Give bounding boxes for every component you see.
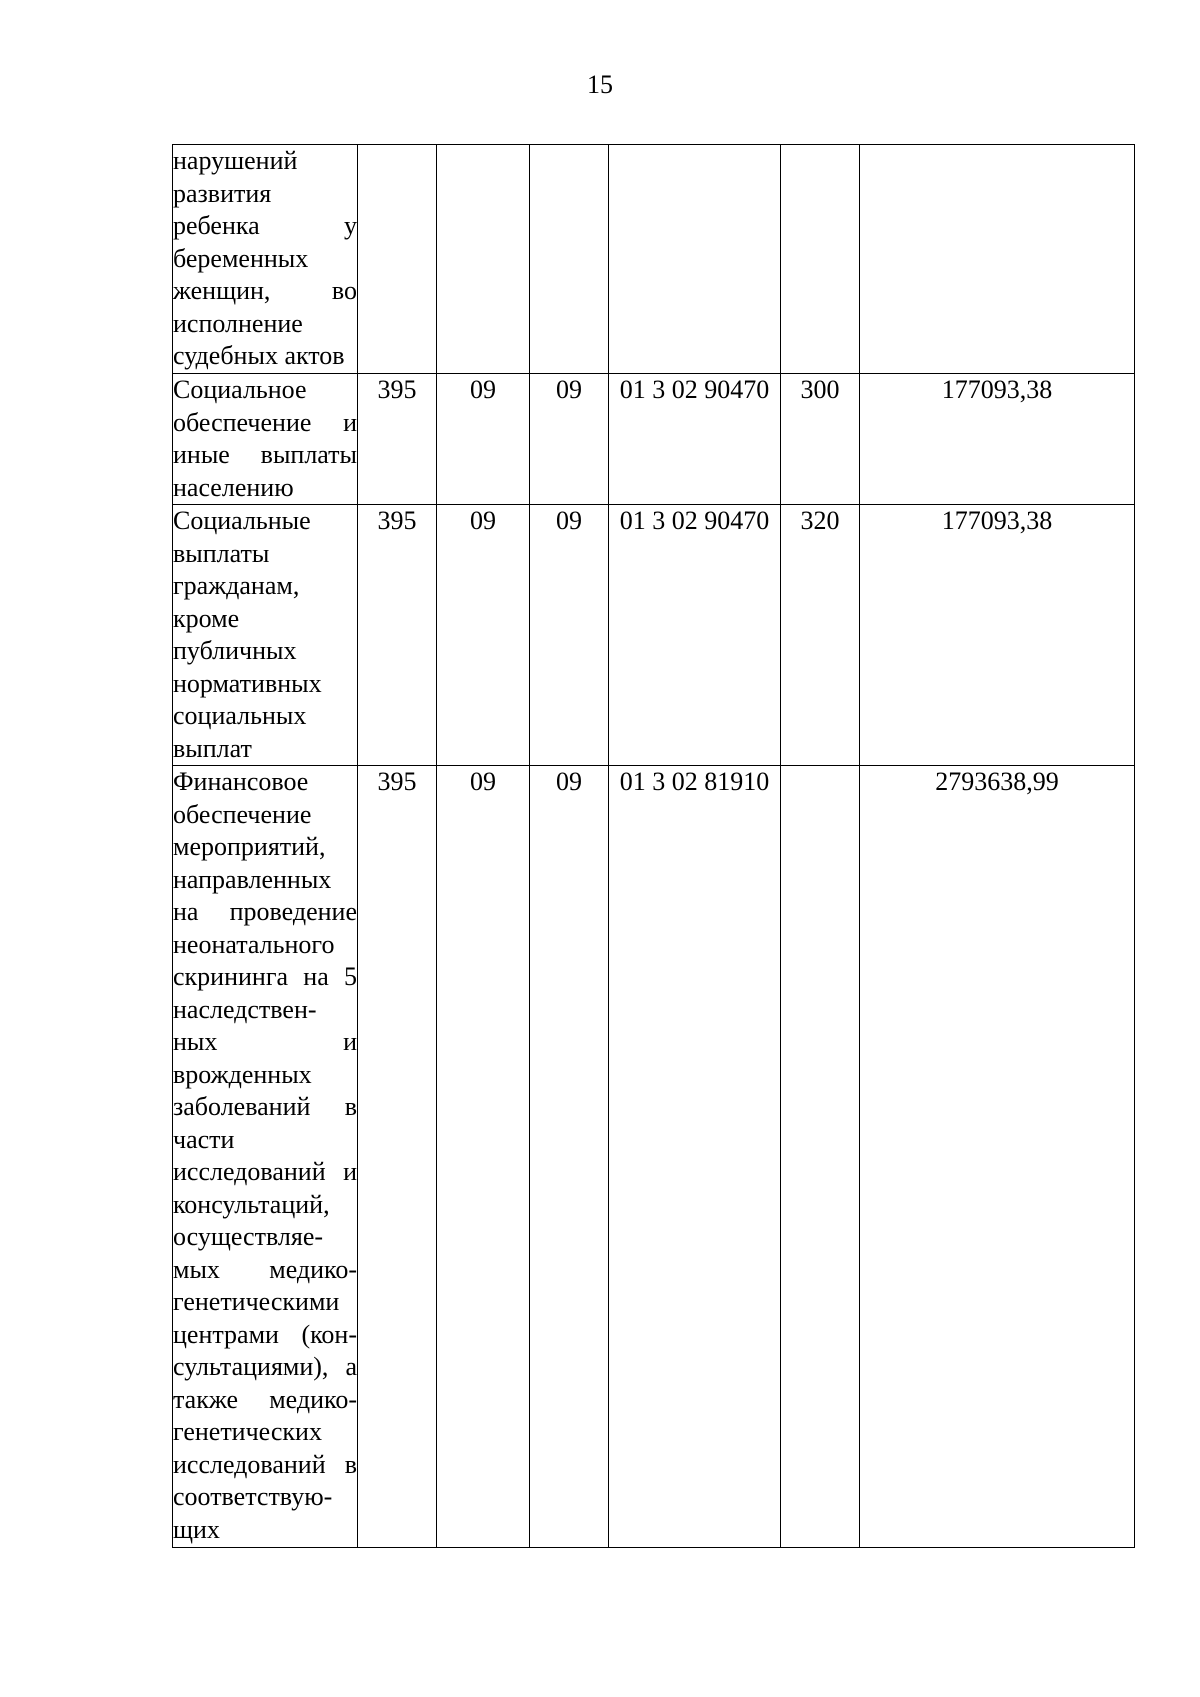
description-line: врожденных xyxy=(173,1059,312,1089)
row-description xyxy=(173,766,358,1548)
description-line: также медико- xyxy=(173,1384,357,1414)
description-line: нарушений xyxy=(173,146,298,175)
description-line: выплат xyxy=(173,733,252,763)
description-line: развития xyxy=(173,178,272,208)
budget-table xyxy=(172,144,1135,1548)
amount-cell: 2793638,99 xyxy=(860,766,1135,1548)
description-line: обеспечение и xyxy=(173,407,357,437)
description-line: исполнение xyxy=(173,308,303,338)
description-line: неонатального xyxy=(173,929,335,959)
subsection-cell: 09 xyxy=(530,505,609,766)
target-article-cell xyxy=(609,145,781,374)
target-article-cell: 01 3 02 90470 xyxy=(609,505,781,766)
description-line: Финансовое xyxy=(173,767,309,796)
description-line: Социальное xyxy=(173,375,307,404)
description-line: направленных xyxy=(173,864,332,894)
description-line: осуществляе- xyxy=(173,1222,324,1251)
description-line: заболеваний в xyxy=(173,1092,357,1121)
description-line: кроме xyxy=(173,603,240,633)
row-description xyxy=(173,145,358,374)
target-article-cell: 01 3 02 90470 xyxy=(609,374,781,505)
description-line: публичных xyxy=(173,636,297,665)
admin-code-cell xyxy=(358,145,437,374)
description-line: мых медико- xyxy=(173,1254,357,1284)
admin-code-cell: 395 xyxy=(358,766,437,1548)
description-line: центрами (кон- xyxy=(173,1319,357,1349)
expense-type-cell: 300 xyxy=(781,374,860,505)
description-line: беременных xyxy=(173,243,309,273)
table-row xyxy=(173,505,1135,766)
description-line: судебных актов xyxy=(173,341,345,370)
section-cell: 09 xyxy=(437,374,530,505)
description-line: генетических xyxy=(173,1417,322,1446)
description-line: ребенка у xyxy=(173,211,357,240)
expense-type-cell xyxy=(781,766,860,1548)
table-row xyxy=(173,374,1135,505)
row-description xyxy=(173,374,358,505)
description-line: скрининга на 5 xyxy=(173,962,357,991)
table-body xyxy=(173,145,1135,1548)
subsection-cell xyxy=(530,145,609,374)
description-line: гражданам, xyxy=(173,571,300,600)
expense-type-cell: 320 xyxy=(781,505,860,766)
target-article-cell: 01 3 02 81910 xyxy=(609,766,781,1548)
amount-cell: 177093,38 xyxy=(860,374,1135,505)
admin-code-cell: 395 xyxy=(358,505,437,766)
description-line: нормативных xyxy=(173,668,322,698)
description-line: обеспечение xyxy=(173,799,312,829)
subsection-cell: 09 xyxy=(530,374,609,505)
description-line: исследований в xyxy=(173,1449,357,1479)
description-line: Социальные xyxy=(173,506,311,535)
description-line: соответствую- xyxy=(173,1482,333,1511)
description-line: мероприятий, xyxy=(173,832,326,861)
description-line: генетическими xyxy=(173,1287,340,1316)
description-line: ных и xyxy=(173,1027,357,1056)
section-cell xyxy=(437,145,530,374)
description-line: наследствен- xyxy=(173,994,317,1024)
description-line: консультаций, xyxy=(173,1189,330,1219)
amount-cell: 177093,38 xyxy=(860,505,1135,766)
description-line: выплаты xyxy=(173,538,270,568)
row-description xyxy=(173,505,358,766)
expense-type-cell xyxy=(781,145,860,374)
section-cell: 09 xyxy=(437,505,530,766)
amount-cell xyxy=(860,145,1135,374)
subsection-cell: 09 xyxy=(530,766,609,1548)
admin-code-cell: 395 xyxy=(358,374,437,505)
description-line: на проведение xyxy=(173,897,357,926)
table-row xyxy=(173,766,1135,1548)
page-number: 15 xyxy=(587,70,613,99)
description-line: женщин, во xyxy=(173,276,357,305)
description-line: населению xyxy=(173,472,294,502)
section-cell: 09 xyxy=(437,766,530,1548)
description-line: части xyxy=(173,1124,235,1154)
description-line: щих xyxy=(173,1514,220,1544)
description-line: исследований и xyxy=(173,1157,357,1186)
description-line: иные выплаты xyxy=(173,440,357,469)
description-line: социальных xyxy=(173,701,307,730)
description-line: сультациями), а xyxy=(173,1352,357,1381)
table-row xyxy=(173,145,1135,374)
